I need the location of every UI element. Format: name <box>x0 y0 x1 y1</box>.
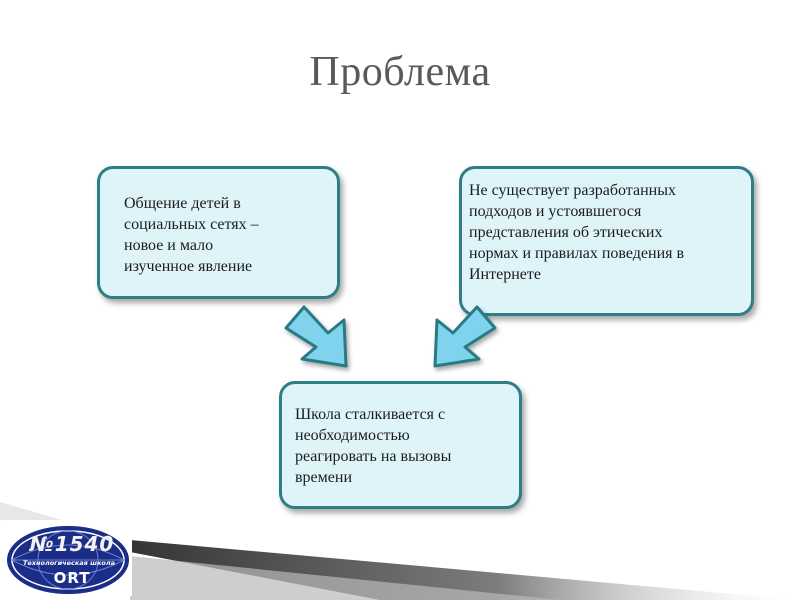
problem-box-left: Общение детей в социальных сетях – новое и мало изученное явление <box>97 166 340 299</box>
logo-school-number: №1540 <box>29 532 115 556</box>
conclusion-box: Школа сталкивается с необходимостью реагировать на вызовы времени <box>279 381 522 509</box>
slide-title: Проблема <box>309 49 491 95</box>
logo-school-name: Технологическая школа <box>22 559 116 567</box>
problem-box-right: Не существует разработанных подходов и устоявшегося представления об этических нормах и правилах поведения в Интернете <box>459 166 754 316</box>
logo-brand: ORT <box>53 569 91 587</box>
